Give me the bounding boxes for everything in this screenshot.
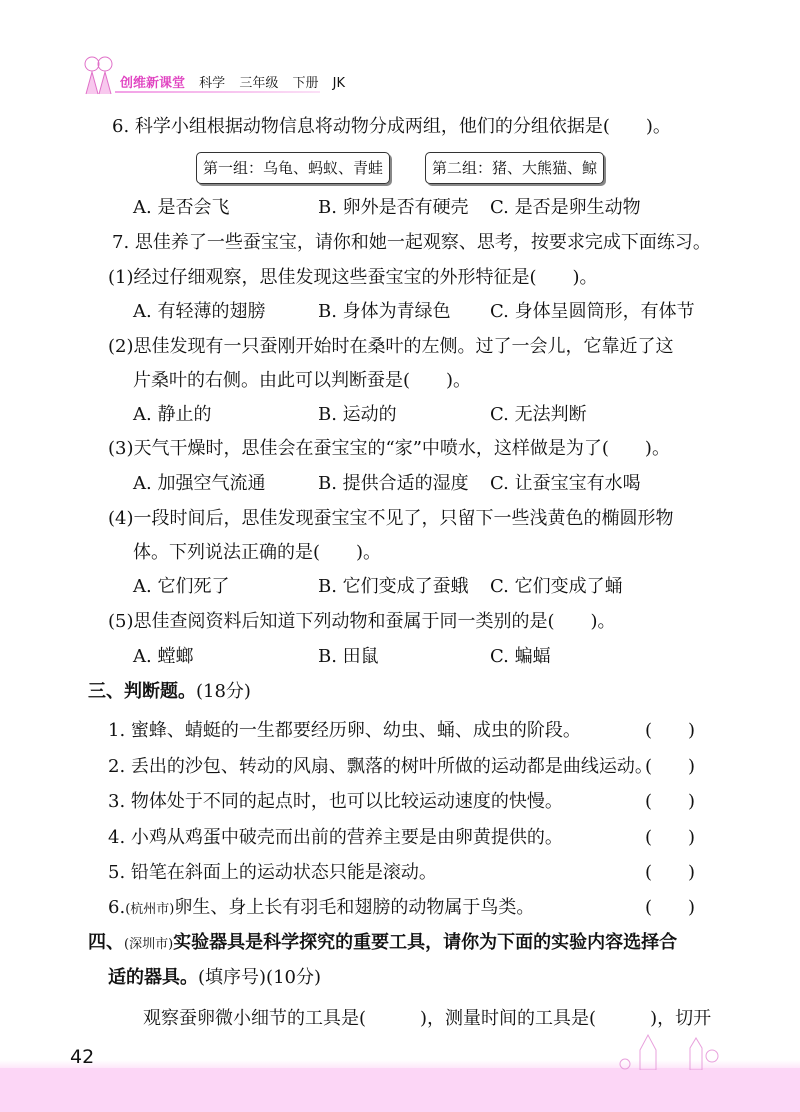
judge-item-1: 1. 蜜蜂、蜻蜓的一生都要经历卵、幼虫、蛹、成虫的阶段。: [108, 720, 581, 741]
header-volume: 下册: [292, 76, 319, 91]
cartoon-girls-logo: [80, 54, 116, 96]
answer-blank[interactable]: ( ): [645, 756, 696, 777]
group-2-box: 第二组：猪、大熊猫、鲸: [425, 152, 604, 184]
castle-decoration-icon: [610, 1030, 720, 1070]
header-grade: 三年级: [239, 76, 279, 91]
header-rule: [115, 91, 320, 93]
item-text: 卵生、身上长有羽毛和翅膀的动物属于鸟类。: [174, 897, 535, 918]
option: A. 它们死了: [133, 576, 230, 597]
option: C. 蝙蝠: [490, 646, 551, 667]
section-title: 实验器具是科学探究的重要工具，请你为下面的实验内容选择合: [173, 932, 678, 953]
option: A. 加强空气流通: [133, 473, 266, 494]
sub-question-5: (5)思佳查阅资料后知道下列动物和蚕属于同一类别的是( )。: [108, 611, 616, 632]
section-note: (填序号)(10分): [198, 967, 321, 988]
option: C. 让蚕宝宝有水喝: [490, 473, 641, 494]
section-score: (18分): [196, 681, 251, 702]
answer-blank[interactable]: ( ): [645, 791, 696, 812]
judge-item-4: 4. 小鸡从鸡蛋中破壳而出前的营养主要是由卵黄提供的。: [108, 827, 563, 848]
answer-blank[interactable]: ( ): [645, 827, 696, 848]
source-tag: (杭州市): [125, 902, 175, 917]
sub-question-1: (1)经过仔细观察，思佳发现这些蚕宝宝的外形特征是( )。: [108, 267, 598, 288]
section-title: 三、判断题。: [88, 681, 196, 702]
option: B. 田鼠: [318, 646, 379, 667]
option: A. 螳螂: [133, 646, 194, 667]
header-edition: JK: [332, 76, 345, 91]
section-4-body: 观察蚕卵微小细节的工具是( )，测量时间的工具是( )，切开: [143, 1008, 712, 1029]
section-4-heading-cont: [108, 966, 321, 990]
option: C. 它们变成了蛹: [490, 576, 623, 597]
option: C. 无法判断: [490, 404, 587, 425]
item-number: 6.: [108, 897, 126, 918]
option: B. 提供合适的湿度: [318, 473, 469, 494]
answer-blank[interactable]: ( ): [645, 897, 696, 918]
section-title-cont: 适的器具。: [108, 967, 198, 988]
sub-question-2-cont: 片桑叶的右侧。由此可以判断蚕是( )。: [133, 370, 472, 391]
sub-question-2: (2)思佳发现有一只蚕刚开始时在桑叶的左侧。过了一会儿，它靠近了这: [108, 336, 674, 357]
section-4-heading: [88, 931, 677, 957]
judge-item-6: [108, 896, 534, 922]
section-3-heading: [88, 680, 251, 704]
option: A. 是否会飞: [133, 197, 230, 218]
sub-question-3: (3)天气干燥时，思佳会在蚕宝宝的“家”中喷水，这样做是为了( )。: [108, 438, 670, 459]
sub-question-4-cont: 体。下列说法正确的是( )。: [133, 542, 382, 563]
footer-band: [0, 1068, 800, 1112]
source-tag: (深圳市): [124, 937, 174, 952]
answer-blank[interactable]: ( ): [645, 862, 696, 883]
option: B. 运动的: [318, 404, 397, 425]
section-number: 四、: [88, 932, 124, 953]
answer-blank[interactable]: ( ): [645, 720, 696, 741]
sub-question-4: (4)一段时间后，思佳发现蚕宝宝不见了，只留下一些浅黄色的椭圆形物: [108, 508, 674, 529]
judge-item-3: 3. 物体处于不同的起点时，也可以比较运动速度的快慢。: [108, 791, 563, 812]
header-subject: 科学: [199, 76, 226, 91]
option: A. 有轻薄的翅膀: [133, 301, 266, 322]
group-1-box: 第一组：乌龟、蚂蚁、青蛙: [196, 152, 390, 184]
option: B. 它们变成了蚕蛾: [318, 576, 469, 597]
option: C. 身体呈圆筒形，有体节: [490, 301, 695, 322]
question-7-stem: 7. 思佳养了一些蚕宝宝，请你和她一起观察、思考，按要求完成下面练习。: [112, 232, 711, 253]
page-number: 42: [70, 1046, 95, 1068]
option: B. 身体为青绿色: [318, 301, 451, 322]
option: C. 是否是卵生动物: [490, 197, 641, 218]
judge-item-5: 5. 铅笔在斜面上的运动状态只能是滚动。: [108, 862, 437, 883]
option: A. 静止的: [133, 404, 212, 425]
option: B. 卵外是否有硬壳: [318, 197, 469, 218]
judge-item-2: 2. 丢出的沙包、转动的风扇、飘落的树叶所做的运动都是曲线运动。: [108, 756, 653, 777]
question-6-stem: 6. 科学小组根据动物信息将动物分成两组，他们的分组依据是( )。: [112, 116, 671, 137]
series-brand: 创维新课堂: [120, 76, 186, 91]
